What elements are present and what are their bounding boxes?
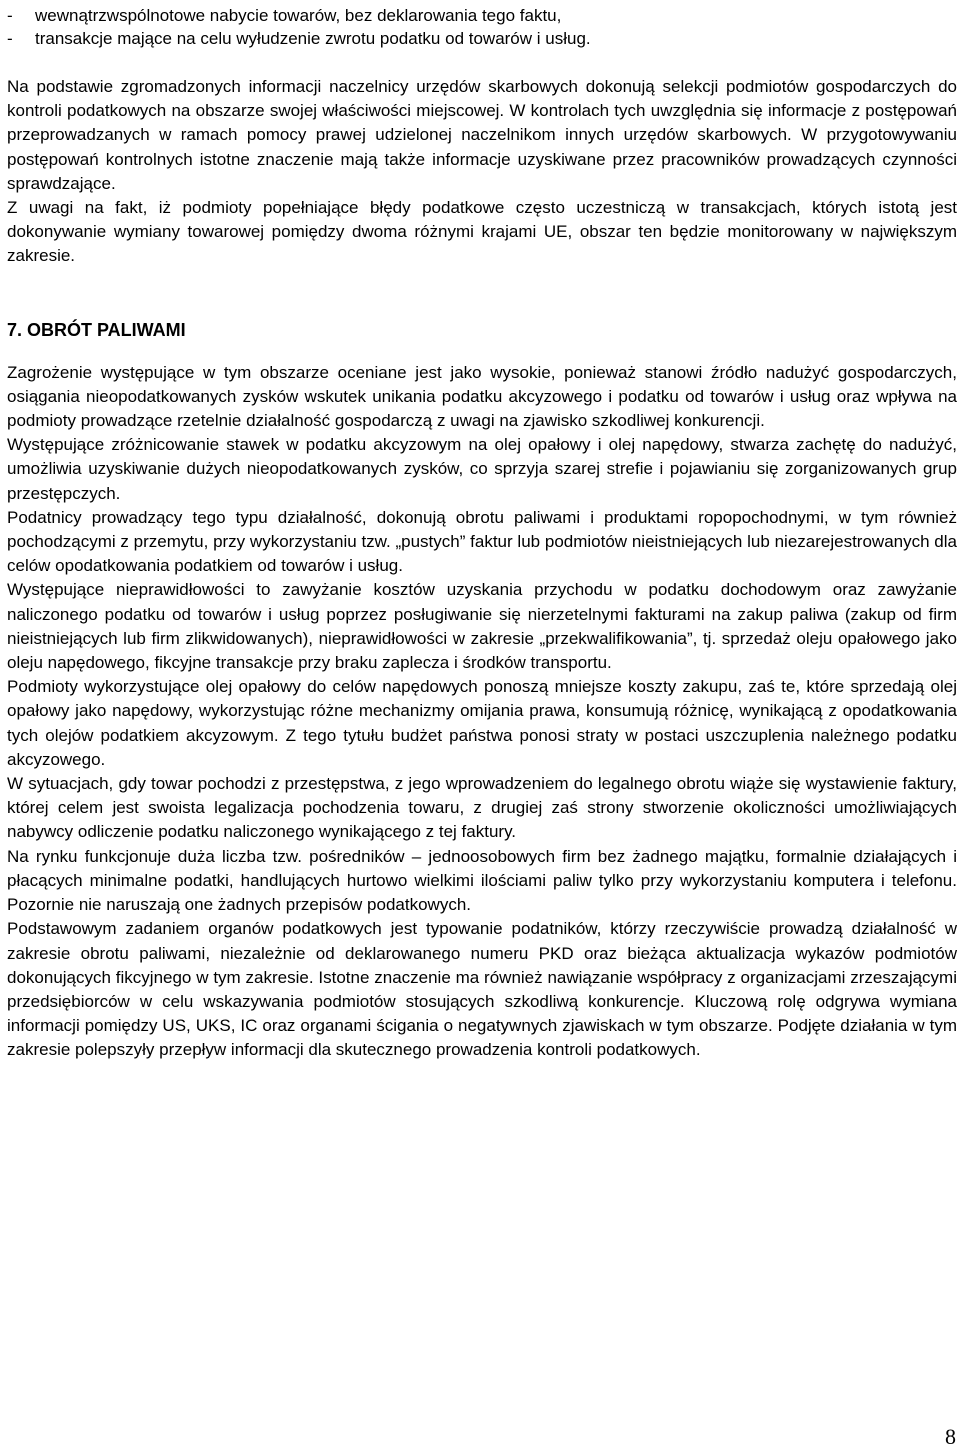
paragraph: Na podstawie zgromadzonych informacji naczelnicy urzędów skarbowych dokonują selekcji podmiotów gospodarczych do kontroli podatkowych na obszarze swojej właściwości miejscowej. W kontrolach tych uwzględnia się informacje z postępowań przeprowadzanych w ramach pomocy prawej udzielonej naczelnikom innych urzędów skarbowych. W przygotowywaniu postępowań kontrolnych istotne znaczenie mają także informacje uzyskiwane przez pracowników prowadzących czynności sprawdzające.	[7, 77, 957, 193]
bullet-dash: -	[7, 29, 13, 48]
paragraph: Występujące zróżnicowanie stawek w podatku akcyzowym na olej opałowy i olej napędowy, stwarza zachętę do nadużyć, umożliwia uzyskiwanie dużych nieopodatkowanych zysków, co sprzyja szarej strefie i pojawianiu się zorganizowanych grup przestępczych.	[7, 435, 957, 503]
paragraph: W sytuacjach, gdy towar pochodzi z przestępstwa, z jego wprowadzeniem do legalnego obrotu wiąże się wystawienie faktury, której celem jest swoista legalizacja pochodzenia towaru, z drugiej zaś strony stworzenie okoliczności umożliwiających nabywcy odliczenie podatku naliczonego wynikającego z tej faktury.	[7, 774, 957, 842]
paragraph: Występujące nieprawidłowości to zawyżanie kosztów uzyskania przychodu w podatku dochodowym oraz zawyżanie naliczonego podatku od towarów i usług poprzez posługiwanie się nierzetelnymi fakturami na zakup paliwa (zakup od firm nieistniejących lub firm zlikwidowanych), nieprawidłowości w zakresie „przekwalifikowania”, tj. sprzedaż oleju opałowego jako oleju napędowego, fikcyjne transakcje przy braku zaplecza i środków transportu.	[7, 580, 957, 673]
document-page	[7, 0, 957, 1063]
paragraph: Podatnicy prowadzący tego typu działalność, dokonują obrotu paliwami i produktami ropopochodnymi, w tym również pochodzącymi z przemytu, przy wykorzystaniu tzw. „pustych” faktur lub podmiotów nieistniejących lub niezarejestrowanych dla celów opodatkowania podatkiem od towarów i usług.	[7, 507, 957, 576]
list-item	[7, 4, 957, 27]
bullet-text: transakcje mające na celu wyłudzenie zwrotu podatku od towarów i usług.	[35, 29, 591, 48]
bullet-list	[7, 4, 957, 50]
selection-paragraphs	[7, 75, 957, 269]
paragraph: Z uwagi na fakt, iż podmioty popełniające błędy podatkowe często uczestniczą w transakcjach, których istotą jest dokonywanie wymiany towarowej pomiędzy dwoma różnymi krajami UE, obszar ten będzie monitorowany w największym zakresie.	[7, 198, 957, 266]
paragraph: Na rynku funkcjonuje duża liczba tzw. pośredników – jednoosobowych firm bez żadnego majątku, formalnie działających i płacących minimalne podatki, handlujących hurtowo wielkimi ilościami paliw tylko przy wykorzystaniu komputera i telefonu. Pozornie nie naruszają one żadnych przepisów podatkowych.	[7, 846, 957, 915]
section-heading: 7. OBRÓT PALIWAMI	[7, 319, 186, 340]
paragraph: Podstawowym zadaniem organów podatkowych jest typowanie podatników, którzy rzeczywiście prowadzą działalność w zakresie obrotu paliwami, niezależnie od deklarowanego numeru PKD oraz bieżąca aktualizacja wykazów podmiotów dokonujących fikcyjnego w tym zakresie. Istotne znaczenie ma również nawiązanie współpracy z organizacjami zrzeszającymi przedsiębiorców w celu wskazywania podmiotów stosujących szkodliwą konkurencje. Kluczową rolę odgrywa wymiana informacji pomiędzy US, UKS, IC oraz organami ścigania o negatywnych zjawiskach w tym obszarze. Podjęte działania w tym zakresie polepszyły przepływ informacji dla skutecznego prowadzenia kontroli podatkowych.	[7, 919, 957, 1060]
paragraph: Podmioty wykorzystujące olej opałowy do celów napędowych ponoszą mniejsze koszty zakupu, zaś te, które sprzedają olej opałowy jako napędowy, wykorzystując różne mechanizmy omijania prawa, konsumują różnicę, wynikającą z opodatkowania tych olejów podatkiem akcyzowym. Z tego tytułu budżet państwa ponosi straty w postaci uszczuplenia należnego podatku akcyzowego.	[7, 677, 957, 769]
page-number: 8	[945, 1424, 956, 1449]
bullet-dash: -	[7, 6, 13, 25]
paragraph: Zagrożenie występujące w tym obszarze oceniane jest jako wysokie, ponieważ stanowi źródło nadużyć gospodarczych, osiągania nieopodatkowanych zysków wskutek unikania podatku akcyzowego i podatku od towarów i usług oraz wpływa na podmioty prowadzące rzetelnie działalność gospodarczą z uwagi na zjawisko szkodliwej konkurencji.	[7, 362, 957, 431]
bullet-text: wewnątrzwspólnotowe nabycie towarów, bez deklarowania tego faktu,	[35, 6, 562, 25]
list-item	[7, 27, 957, 50]
section-body	[7, 361, 957, 1063]
